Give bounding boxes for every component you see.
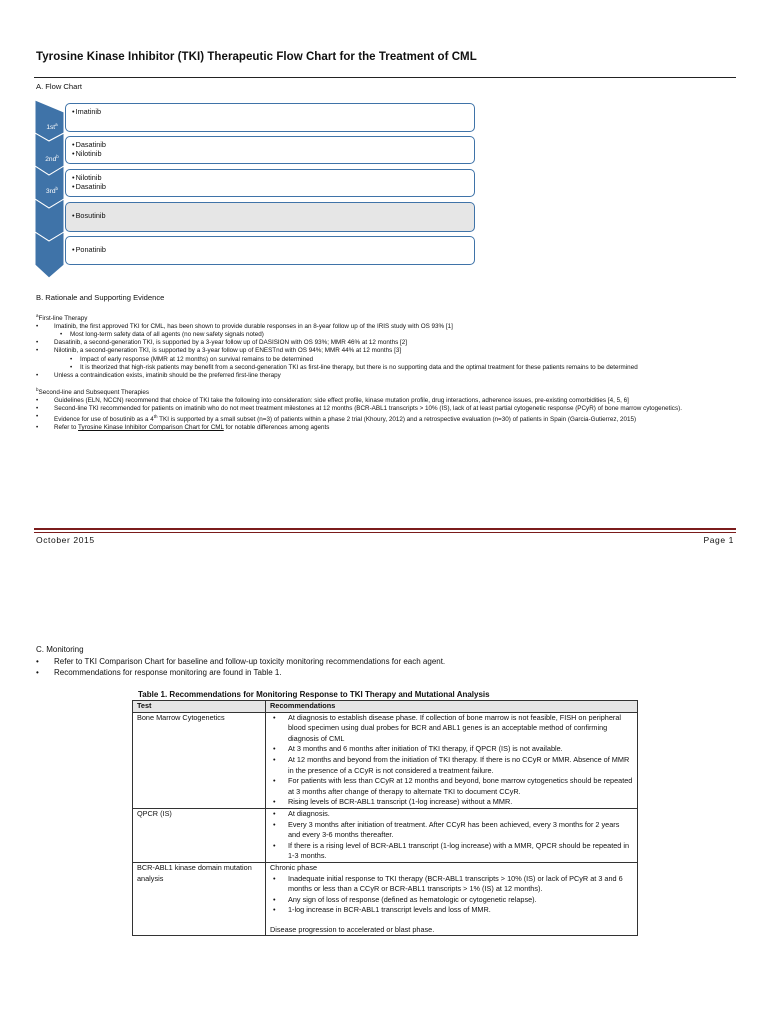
second-line-list xyxy=(36,397,736,432)
test-cell: QPCR (IS) xyxy=(133,808,266,862)
monitoring-table xyxy=(132,700,638,936)
footer-date: October 2015 xyxy=(36,535,95,545)
list-item: • For patients with less than CCyR at 12 months and beyond, bone marrow cytogenetics should be repeated at 3 months after change of therapy to alternate TKI to document CCyR. xyxy=(270,776,633,797)
list-item: • Unless a contraindication exists, imatinib should be the preferred first-line therapy xyxy=(36,372,736,380)
test-cell: Bone Marrow Cytogenetics xyxy=(133,712,266,808)
phase-label: Chronic phase xyxy=(270,862,318,872)
section-b-heading: B. Rationale and Supporting Evidence xyxy=(36,293,165,302)
drug-dasatinib: • Dasatinib xyxy=(72,140,474,149)
phase-label: Disease progression to accelerated or blast phase. xyxy=(270,924,435,934)
list-item: • Recommendations for response monitoring are found in Table 1. xyxy=(36,667,736,679)
column-header-test: Test xyxy=(133,701,266,713)
list-item: • 1-log increase in BCR-ABL1 transcript levels and loss of MMR. xyxy=(270,905,633,916)
drug-dasatinib: • Dasatinib xyxy=(72,182,474,191)
first-line-list xyxy=(36,323,736,380)
list-item: • Every 3 months after initiation of treatment. After CCyR has been achieved, every 3 months for 2 years and every 3-6 months thereafter. xyxy=(270,820,633,841)
recommendations-cell xyxy=(266,808,638,862)
drug-bosutinib: • Bosutinib xyxy=(72,211,474,220)
list-item: • Rising levels of BCR-ABL1 transcript (1-log increase) without a MMR. xyxy=(270,797,633,808)
comparison-chart-link[interactable]: Tyrosine Kinase Inhibitor Comparison Chart for CML xyxy=(78,424,224,432)
list-item: • At 12 months and beyond from the initiation of TKI therapy. If there is no CCyR or MMR. Absence of MMR in the presence of a CCyR is not considered a treatment failure. xyxy=(270,755,633,776)
title-divider xyxy=(34,77,736,78)
drug-nilotinib: • Nilotinib xyxy=(72,173,474,182)
table-title: Table 1. Recommendations for Monitoring Response to TKI Therapy and Mutational Analysis xyxy=(138,690,490,699)
footer-rule xyxy=(34,532,736,533)
first-line-heading: $^a$First-line Therapy xyxy=(36,313,88,323)
list-item: • Second-line TKI recommended for patients on imatinib who do not meet treatment milestones at 12 months (BCR-ABL1 transcripts > 10% (IS), lack of at least partial cytogenetic response (PCyR) of bone marrow cytogenetics). xyxy=(36,405,736,413)
step-box-3 xyxy=(65,169,475,197)
section-c-heading: C. Monitoring xyxy=(36,645,84,654)
test-cell: BCR-ABL1 kinase domain mutation analysis xyxy=(133,862,266,936)
list-item: • Nilotinib, a second-generation TKI, is supported by a 3-year follow up of ENESTnd with OS 94%; MMR 44% at 12 months [3] xyxy=(36,347,736,355)
list-item: • Imatinib, the first approved TKI for CML, has been shown to provide durable responses in an 8-year follow up of the IRIS study with OS 93% [1] xyxy=(36,323,736,331)
list-item: • At 3 months and 6 months after initiation of TKI therapy, if QPCR (IS) is not available. xyxy=(270,744,633,755)
drug-nilotinib: • Nilotinib xyxy=(72,149,474,158)
first-line-block xyxy=(36,312,736,433)
table-row xyxy=(133,808,638,862)
tki-flow-chart xyxy=(35,100,445,280)
drug-imatinib: • Imatinib xyxy=(72,107,474,116)
list-item: • Impact of early response (MMR at 12 months) on survival remains to be determined xyxy=(36,356,736,364)
step-box-4 xyxy=(65,202,475,232)
list-item: • It is theorized that high-risk patients may benefit from a second-generation TKI as first-line therapy, but there is no supporting data and the optimal treatment for these patients remains to be determined xyxy=(36,364,736,372)
step-label-2: $2nd^b$ xyxy=(45,154,59,164)
column-header-recommendations: Recommendations xyxy=(266,701,638,713)
list-item: • Any sign of loss of response (defined as hematologic or cytogenetic relapse). xyxy=(270,895,633,906)
monitoring-section xyxy=(36,644,736,679)
list-item: • Most long-term safety data of all agents (no new safety signals noted) xyxy=(36,331,736,339)
list-item: • Evidence for use of bosutinib as a 4th TKI is supported by a small subset (n=3) of patients within a phase 2 trial (Khoury, 2012) and a retrospective evaluation (n=30) of patients in Spain (Garcia-Gutierrez, 2015) xyxy=(36,413,736,424)
drug-ponatinib: • Ponatinib xyxy=(72,245,474,254)
footer-rule xyxy=(34,528,736,530)
recommendations-cell xyxy=(266,862,638,936)
list-item: • At diagnosis to establish disease phase. If collection of bone marrow is not feasible, FISH on peripheral blood specimen using dual probes for BCR and ABL1 genes is an acceptable method of confirming diagnosis of CML xyxy=(270,713,633,745)
monitoring-list xyxy=(36,656,736,679)
section-a-heading: A. Flow Chart xyxy=(36,82,82,91)
list-item: • Inadequate initial response to TKI therapy (BCR-ABL1 transcripts > 10% (IS) or lack of PCyR at 3 and 6 months or less than a CCyR or BCR-ABL1 transcripts > 1% (IS) at 12 months). xyxy=(270,874,633,895)
list-item: • At diagnosis. xyxy=(270,809,633,820)
list-item: • Dasatinib, a second-generation TKI, is supported by a 3-year follow up of DASISION with OS 93%; MMR 46% at 12 months [2] xyxy=(36,339,736,347)
step-box-5 xyxy=(65,236,475,265)
step-label-3: $3rd^b$ xyxy=(45,186,59,196)
document-title: Tyrosine Kinase Inhibitor (TKI) Therapeutic Flow Chart for the Treatment of CML xyxy=(36,51,477,63)
table-header-row xyxy=(133,701,638,713)
step-box-1 xyxy=(65,103,475,132)
list-item: • Guidelines (ELN, NCCN) recommend that choice of TKI take the following into consideration: side effect profile, kinase mutation profile, drug interactions, adherence issues, pre-existing comorbidities [4, 5, 6] xyxy=(36,397,736,405)
step-box-2 xyxy=(65,136,475,164)
list-item: • Refer to TKI Comparison Chart for baseline and follow-up toxicity monitoring recommendations for each agent. xyxy=(36,656,736,668)
list-item: • Refer to Tyrosine Kinase Inhibitor Comparison Chart for CML for notable differences among agents xyxy=(36,424,736,432)
recommendations-cell xyxy=(266,712,638,808)
step-label-1: $1st^a$ xyxy=(46,122,58,132)
second-line-heading: $^b$Second-line and Subsequent Therapies xyxy=(36,386,150,396)
table-row xyxy=(133,712,638,808)
table-row xyxy=(133,862,638,936)
footer-page-number: Page 1 xyxy=(703,535,734,545)
list-item: • If there is a rising level of BCR-ABL1 transcript (1-log increase) with a MMR, QPCR should be repeated in 1-3 months. xyxy=(270,841,633,862)
